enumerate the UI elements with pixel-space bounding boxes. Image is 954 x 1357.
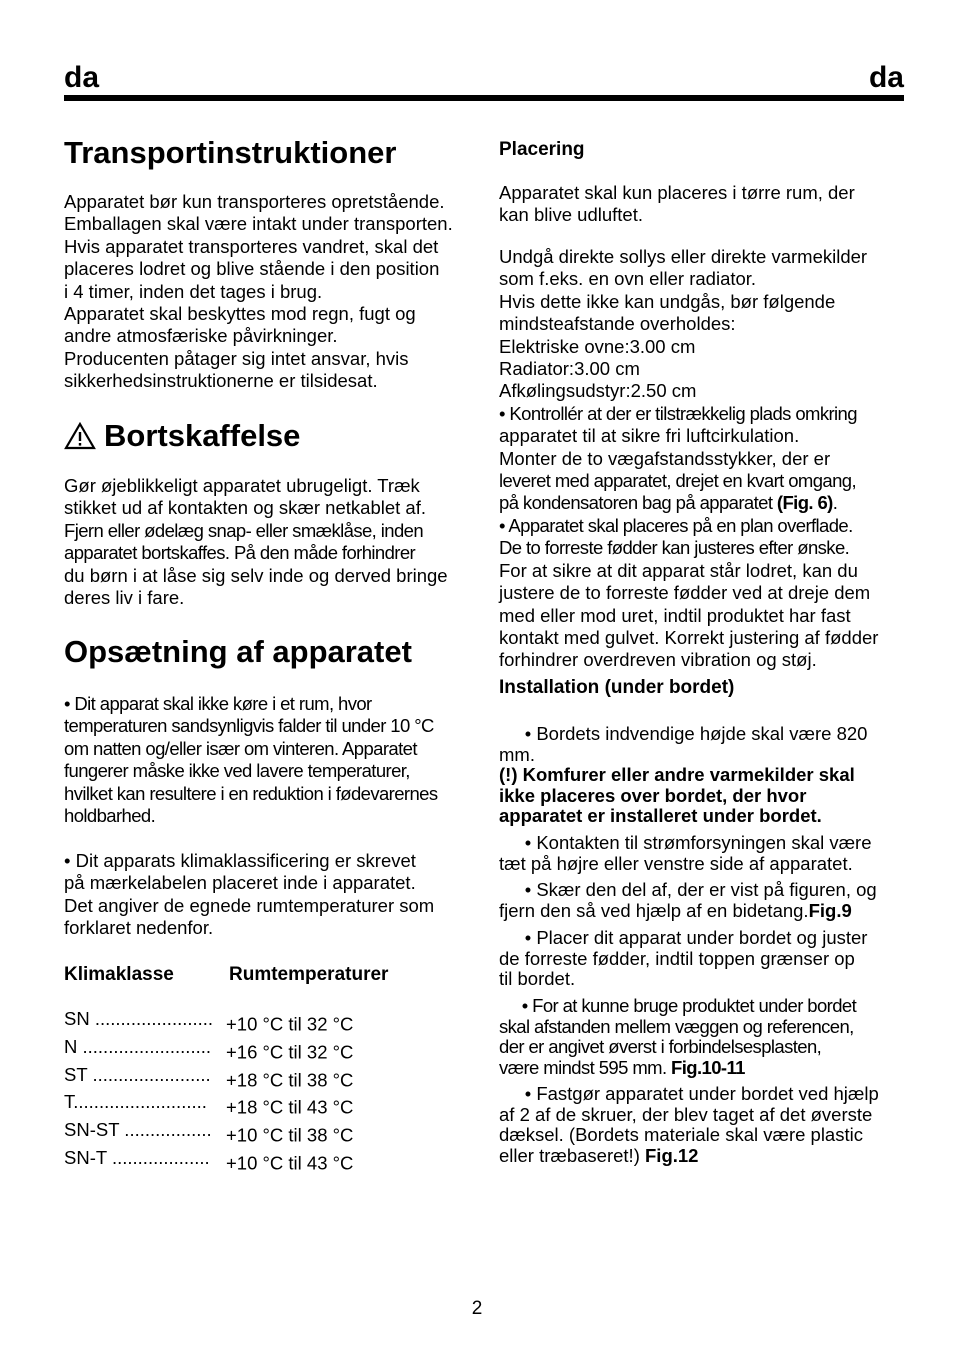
placement-line: justere de to forreste fødder ved at dreje dem [499,582,871,604]
climate-row [64,1008,353,1036]
setup-line: forklaret nedenfor. [64,917,214,939]
placement-para-1 [499,182,855,227]
setup-line: hvilket kan resultere i en reduktion i fødevarernes [64,782,438,804]
install-line: skal afstanden mellem væggen og referencen, [499,1015,854,1037]
placement-line: • Apparatet skal placeres på en plan overflade. [499,514,853,536]
page-number: 2 [471,1298,483,1319]
disposal-line: Gør øjeblikkeligt apparatet ubrugeligt. Træk [64,475,420,496]
climate-row [64,1036,353,1064]
disposal-line: du børn i at låse sig selv inde og derved bringe [64,564,448,586]
distance-label: Afkølingsudstyr: [499,380,631,402]
setup-line: fungerer måske ikke ved lavere temperaturer, [64,760,410,782]
install-line: tæt på højre eller venstre side af apparatet. [499,852,853,874]
climate-class: SN-ST ................. [64,1119,212,1141]
setup-para-2 [64,850,434,940]
install-line: • Bordets indvendige højde skal være 820 [499,723,868,744]
install-item-2 [499,833,872,874]
placement-line: Hvis dette ikke kan undgås, bør følgende [499,290,836,312]
climate-class: T.......................... [64,1091,207,1113]
distance-row [499,380,878,402]
warning-triangle-icon [64,422,96,450]
climate-row [64,1119,353,1147]
setup-line: Det angiver de egnede rumtemperaturer som [64,894,435,916]
placement-line: kan blive udluftet. [499,204,643,226]
install-item-5 [499,996,856,1078]
placement-line: mindsteafstande overholdes: [499,313,736,335]
disposal-text [64,475,448,609]
install-line [499,1146,879,1167]
placement-para-2 [499,246,878,672]
placement-line: De to forreste fødder kan justeres efter ønske. [499,537,850,559]
install-text: være mindst 595 mm. [499,1056,672,1078]
install-line [499,1058,856,1079]
climate-row [64,1147,353,1175]
header-lang-left: da [64,61,100,94]
distance-row [499,336,878,358]
transport-line: Emballagen skal være intakt under transporten. [64,213,453,235]
climate-class: N ......................... [64,1035,211,1057]
climate-table-header [64,963,484,987]
disposal-line: deres liv i fare. [64,587,185,609]
climate-row [64,1064,353,1092]
distance-value: 3.00 cm [629,335,696,357]
placement-line: Apparatet skal kun placeres i tørre rum, der [499,182,855,203]
distance-value: 2.50 cm [630,380,697,402]
install-line: de forreste fødder, indtil toppen grænser op [499,947,855,969]
climate-range: +10 °C til 43 °C [226,1152,354,1174]
transport-line: i 4 timer, inden det tages i brug. [64,280,323,302]
install-line: • Skær den del af, der er vist på figuren, og [499,879,877,900]
install-line: • Placer dit apparat under bordet og juster [499,927,868,948]
disposal-title: Bortskaffelse [104,418,301,453]
figure-reference: Fig.9 [808,899,852,921]
transport-text [64,191,453,393]
climate-range: +10 °C til 38 °C [226,1124,354,1146]
setup-line: temperaturen sandsynligvis falder til under 10 °C [64,715,434,737]
distance-row [499,358,878,380]
setup-line: • Dit apparats klimaklassificering er skrevet [64,850,416,871]
climate-range: +10 °C til 32 °C [226,1013,354,1035]
setup-line: holdbarhed. [64,805,156,827]
distance-value: 3.00 cm [574,358,640,380]
disposal-line: stikket ud af kontakten og skær netkablet af. [64,497,426,519]
placement-text: på kondensatoren bag på apparatet [499,492,777,514]
install-line: af 2 af de skruer, der blev taget af det øverste [499,1103,873,1125]
placement-line: apparatet til at sikre fri luftcirkulation. [499,425,800,447]
placement-text: . [832,492,838,514]
install-warning-line: ikke placeres over bordet, der hvor [499,784,807,806]
climate-class: SN-T ................... [64,1147,210,1169]
placement-heading: Placering [499,139,585,160]
install-item-1 [499,724,867,765]
climate-range: +18 °C til 43 °C [226,1096,354,1118]
transport-line: Apparatet skal beskyttes mod regn, fugt og [64,303,416,325]
install-line: dæksel. (Bordets materiale skal være plastic [499,1124,863,1145]
setup-line: om natten og/eller især om vinteren. Apparatet [64,737,417,759]
install-line: mm. [499,743,535,765]
distance-label: Radiator: [499,358,575,380]
climate-header-class: Klimaklasse [64,964,174,985]
disposal-heading [64,417,300,455]
figure-reference: (Fig. 6) [776,492,833,514]
transport-line: sikkerhedsinstruktionerne er tilsidesat. [64,370,378,392]
setup-para-1 [64,693,438,827]
install-item-3 [499,880,877,921]
install-warning-line: (!) Komfurer eller andre varmekilder skal [499,764,855,785]
climate-range: +18 °C til 38 °C [226,1069,354,1091]
climate-table [64,1008,353,1175]
placement-line: som f.eks. en ovn eller radiator. [499,268,757,290]
placement-line: For at sikre at dit apparat står lodret, kan du [499,559,858,581]
placement-line: Undgå direkte sollys eller direkte varmekilder [499,246,868,267]
climate-row [64,1091,353,1119]
setup-line: • Dit apparat skal ikke køre i et rum, hvor [64,693,372,714]
install-text: eller træbaseret!) [499,1144,645,1166]
install-warning-line: apparatet er installeret under bordet. [499,805,822,826]
disposal-line: Fjern eller ødelæg snap- eller smæklåse, inden [64,519,424,541]
placement-line: forhindrer overdreven vibration og støj. [499,649,817,671]
install-warning [499,765,855,827]
placement-line: kontakt med gulvet. Korrekt justering af fødder [499,626,879,648]
transport-line: Producenten påtager sig intet ansvar, hvis [64,347,409,369]
placement-line: Monter de to vægafstandsstykker, der er [499,447,831,469]
transport-line: placeres lodret og blive stående i den position [64,258,440,280]
install-line: • Fastgør apparatet under bordet ved hjælp [499,1083,879,1104]
climate-range: +16 °C til 32 °C [226,1041,354,1063]
figure-reference: Fig.12 [645,1144,699,1166]
transport-line: andre atmosfæriske påvirkninger. [64,325,338,347]
disposal-line: apparatet bortskaffes. På den måde forhindrer [64,542,416,564]
distance-label: Elektriske ovne: [499,335,630,357]
climate-header-temp: Rumtemperaturer [229,964,389,985]
placement-line: • Kontrollér at der er tilstrækkelig plads omkring [499,402,857,424]
install-line: • For at kunne bruge produktet under bordet [499,995,857,1016]
transport-line: Apparatet bør kun transporteres opretstående. [64,191,445,212]
install-line: • Kontakten til strømforsyningen skal være [499,832,872,853]
placement-line [499,492,878,514]
install-heading: Installation (under bordet) [499,677,735,698]
install-item-4 [499,928,867,990]
placement-line: leveret med apparatet, drejet en kvart omgang, [499,470,857,492]
transport-heading: Transportinstruktioner [64,135,397,170]
install-line: der er angivet øverst i forbindelsesplasten, [499,1036,822,1057]
setup-heading: Opsætning af apparatet [64,634,412,669]
climate-class: SN ....................... [64,1008,214,1029]
climate-class: ST ....................... [64,1063,211,1085]
install-line: til bordet. [499,968,576,989]
placement-line: med eller mod uret, indtil produktet har fast [499,604,851,626]
install-line [499,901,877,922]
transport-line: Hvis apparatet transporteres vandret, skal det [64,235,439,257]
figure-reference: Fig.10-11 [671,1056,745,1078]
install-text: fjern den så ved hjælp af en bidetang. [499,899,809,921]
setup-line: på mærkelabelen placeret inde i apparatet. [64,872,416,894]
header-lang-right: da [868,61,904,94]
install-item-6 [499,1084,879,1166]
header-rule [64,95,904,101]
